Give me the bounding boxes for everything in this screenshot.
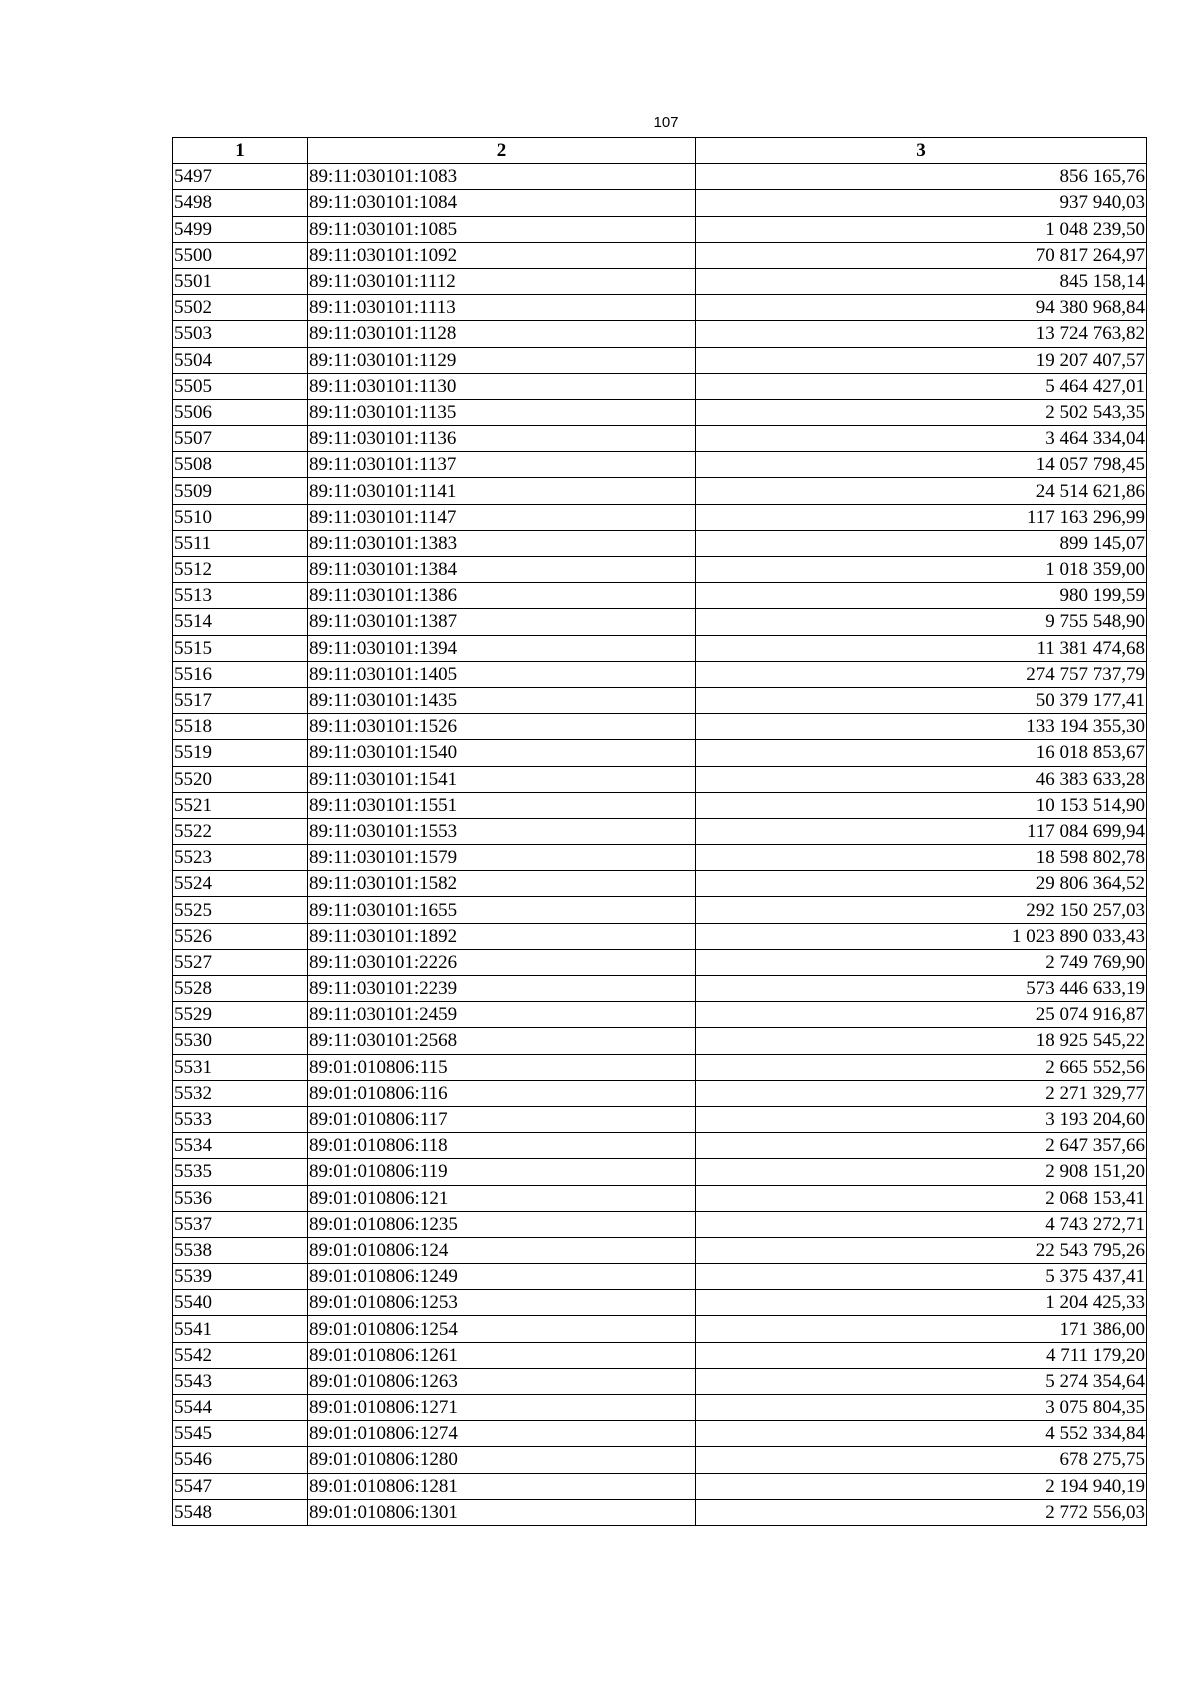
table-row (173, 792, 1147, 818)
cadastral-value-cell: 573 446 633,19 (696, 976, 1147, 1002)
table-row (173, 1499, 1147, 1525)
table-row (173, 452, 1147, 478)
cadastral-number-cell: 89:11:030101:1085 (308, 216, 696, 242)
table-row (173, 1237, 1147, 1263)
row-number-cell: 5545 (173, 1421, 308, 1447)
cadastral-value-cell: 171 386,00 (696, 1316, 1147, 1342)
cadastral-value-cell: 22 543 795,26 (696, 1237, 1147, 1263)
cadastral-number-cell: 89:11:030101:2226 (308, 949, 696, 975)
cadastral-value-cell: 70 817 264,97 (696, 242, 1147, 268)
table-row (173, 1290, 1147, 1316)
row-number-cell: 5508 (173, 452, 308, 478)
cadastral-value-cell: 274 757 737,79 (696, 661, 1147, 687)
table-row (173, 897, 1147, 923)
row-number-cell: 5531 (173, 1054, 308, 1080)
table-row (173, 740, 1147, 766)
table-header-row (173, 138, 1147, 164)
row-number-cell: 5547 (173, 1473, 308, 1499)
cadastral-number-cell: 89:01:010806:1235 (308, 1211, 696, 1237)
table-row (173, 373, 1147, 399)
table-row (173, 268, 1147, 294)
row-number-cell: 5541 (173, 1316, 308, 1342)
table-row (173, 687, 1147, 713)
cadastral-value-cell: 11 381 474,68 (696, 635, 1147, 661)
table-row (173, 399, 1147, 425)
cadastral-number-cell: 89:11:030101:1135 (308, 399, 696, 425)
table-row (173, 871, 1147, 897)
row-number-cell: 5548 (173, 1499, 308, 1525)
table-row (173, 1211, 1147, 1237)
cadastral-number-cell: 89:11:030101:1655 (308, 897, 696, 923)
row-number-cell: 5517 (173, 687, 308, 713)
row-number-cell: 5537 (173, 1211, 308, 1237)
cadastral-number-cell: 89:11:030101:1384 (308, 557, 696, 583)
row-number-cell: 5522 (173, 818, 308, 844)
table-row (173, 1002, 1147, 1028)
cadastral-value-cell: 4 552 334,84 (696, 1421, 1147, 1447)
row-number-cell: 5519 (173, 740, 308, 766)
cadastral-value-cell: 3 075 804,35 (696, 1395, 1147, 1421)
cadastral-number-cell: 89:11:030101:1526 (308, 714, 696, 740)
cadastral-value-cell: 10 153 514,90 (696, 792, 1147, 818)
cadastral-number-cell: 89:01:010806:1301 (308, 1499, 696, 1525)
row-number-cell: 5515 (173, 635, 308, 661)
cadastral-number-cell: 89:01:010806:118 (308, 1133, 696, 1159)
row-number-cell: 5524 (173, 871, 308, 897)
cadastral-number-cell: 89:11:030101:1541 (308, 766, 696, 792)
table-row (173, 216, 1147, 242)
row-number-cell: 5535 (173, 1159, 308, 1185)
cadastral-value-cell: 2 502 543,35 (696, 399, 1147, 425)
row-number-cell: 5500 (173, 242, 308, 268)
cadastral-value-cell: 19 207 407,57 (696, 347, 1147, 373)
cadastral-value-cell: 5 375 437,41 (696, 1264, 1147, 1290)
cadastral-number-cell: 89:01:010806:1281 (308, 1473, 696, 1499)
row-number-cell: 5512 (173, 557, 308, 583)
row-number-cell: 5506 (173, 399, 308, 425)
row-number-cell: 5503 (173, 321, 308, 347)
table-row (173, 845, 1147, 871)
page-number: 107 (653, 114, 679, 131)
cadastral-number-cell: 89:11:030101:1083 (308, 164, 696, 190)
table-row (173, 1106, 1147, 1132)
table-row (173, 557, 1147, 583)
cadastral-value-cell: 18 598 802,78 (696, 845, 1147, 871)
cadastral-value-cell: 2 749 769,90 (696, 949, 1147, 975)
row-number-cell: 5529 (173, 1002, 308, 1028)
table-row (173, 164, 1147, 190)
table-row (173, 242, 1147, 268)
row-number-cell: 5542 (173, 1342, 308, 1368)
cadastral-number-cell: 89:11:030101:1129 (308, 347, 696, 373)
cadastral-number-cell: 89:01:010806:117 (308, 1106, 696, 1132)
row-number-cell: 5505 (173, 373, 308, 399)
row-number-cell: 5499 (173, 216, 308, 242)
table-row (173, 714, 1147, 740)
cadastral-number-cell: 89:01:010806:121 (308, 1185, 696, 1211)
cadastral-value-cell: 50 379 177,41 (696, 687, 1147, 713)
cadastral-number-cell: 89:01:010806:1271 (308, 1395, 696, 1421)
cadastral-number-cell: 89:11:030101:2239 (308, 976, 696, 1002)
row-number-cell: 5502 (173, 295, 308, 321)
cadastral-number-cell: 89:11:030101:1112 (308, 268, 696, 294)
cadastral-value-cell: 14 057 798,45 (696, 452, 1147, 478)
row-number-cell: 5520 (173, 766, 308, 792)
cadastral-value-cell: 292 150 257,03 (696, 897, 1147, 923)
table-row (173, 923, 1147, 949)
cadastral-value-cell: 16 018 853,67 (696, 740, 1147, 766)
cadastral-value-cell: 4 711 179,20 (696, 1342, 1147, 1368)
cadastral-value-cell: 856 165,76 (696, 164, 1147, 190)
cadastral-number-cell: 89:01:010806:1280 (308, 1447, 696, 1473)
cadastral-value-cell: 678 275,75 (696, 1447, 1147, 1473)
row-number-cell: 5497 (173, 164, 308, 190)
row-number-cell: 5526 (173, 923, 308, 949)
cadastral-number-cell: 89:01:010806:1254 (308, 1316, 696, 1342)
cadastral-number-cell: 89:11:030101:1582 (308, 871, 696, 897)
cadastral-value-cell: 9 755 548,90 (696, 609, 1147, 635)
table-row (173, 530, 1147, 556)
cadastral-value-cell: 1 023 890 033,43 (696, 923, 1147, 949)
table-row (173, 426, 1147, 452)
cadastral-value-cell: 2 665 552,56 (696, 1054, 1147, 1080)
cadastral-value-cell: 4 743 272,71 (696, 1211, 1147, 1237)
cadastral-number-cell: 89:11:030101:1553 (308, 818, 696, 844)
row-number-cell: 5530 (173, 1028, 308, 1054)
cadastral-value-cell: 133 194 355,30 (696, 714, 1147, 740)
cadastral-value-cell: 5 274 354,64 (696, 1368, 1147, 1394)
cadastral-number-cell: 89:11:030101:1405 (308, 661, 696, 687)
table-row (173, 1421, 1147, 1447)
table-row (173, 1368, 1147, 1394)
cadastral-value-cell: 2 271 329,77 (696, 1080, 1147, 1106)
cadastral-value-cell: 25 074 916,87 (696, 1002, 1147, 1028)
cadastral-number-cell: 89:11:030101:1147 (308, 504, 696, 530)
table-row (173, 1080, 1147, 1106)
cadastral-number-cell: 89:11:030101:1579 (308, 845, 696, 871)
cadastral-number-cell: 89:11:030101:1128 (308, 321, 696, 347)
cadastral-value-cell: 2 772 556,03 (696, 1499, 1147, 1525)
cadastral-number-cell: 89:01:010806:116 (308, 1080, 696, 1106)
cadastral-number-cell: 89:01:010806:1263 (308, 1368, 696, 1394)
row-number-cell: 5536 (173, 1185, 308, 1211)
table-row (173, 583, 1147, 609)
cadastral-number-cell: 89:01:010806:119 (308, 1159, 696, 1185)
table-row (173, 1054, 1147, 1080)
table-row (173, 609, 1147, 635)
table-row (173, 1133, 1147, 1159)
table-row (173, 190, 1147, 216)
cadastral-value-table (172, 137, 1147, 1526)
table-row (173, 976, 1147, 1002)
cadastral-value-cell: 899 145,07 (696, 530, 1147, 556)
row-number-cell: 5544 (173, 1395, 308, 1421)
table-row (173, 766, 1147, 792)
cadastral-number-cell: 89:01:010806:124 (308, 1237, 696, 1263)
row-number-cell: 5527 (173, 949, 308, 975)
row-number-cell: 5511 (173, 530, 308, 556)
row-number-cell: 5525 (173, 897, 308, 923)
table-row (173, 478, 1147, 504)
cadastral-number-cell: 89:11:030101:1394 (308, 635, 696, 661)
cadastral-number-cell: 89:11:030101:1892 (308, 923, 696, 949)
cadastral-number-cell: 89:11:030101:1137 (308, 452, 696, 478)
cadastral-number-cell: 89:11:030101:2459 (308, 1002, 696, 1028)
row-number-cell: 5539 (173, 1264, 308, 1290)
cadastral-value-cell: 980 199,59 (696, 583, 1147, 609)
cadastral-value-cell: 2 647 357,66 (696, 1133, 1147, 1159)
table-row (173, 1264, 1147, 1290)
cadastral-number-cell: 89:11:030101:1435 (308, 687, 696, 713)
column-header-cadastral-number: 2 (308, 138, 696, 164)
cadastral-value-cell: 3 464 334,04 (696, 426, 1147, 452)
cadastral-number-cell: 89:11:030101:1084 (308, 190, 696, 216)
cadastral-number-cell: 89:11:030101:1551 (308, 792, 696, 818)
cadastral-value-cell: 29 806 364,52 (696, 871, 1147, 897)
cadastral-value-cell: 2 908 151,20 (696, 1159, 1147, 1185)
cadastral-number-cell: 89:11:030101:1383 (308, 530, 696, 556)
row-number-cell: 5533 (173, 1106, 308, 1132)
table-row (173, 1028, 1147, 1054)
cadastral-number-cell: 89:11:030101:1092 (308, 242, 696, 268)
cadastral-number-cell: 89:01:010806:1261 (308, 1342, 696, 1368)
table-row (173, 949, 1147, 975)
table-row (173, 818, 1147, 844)
row-number-cell: 5513 (173, 583, 308, 609)
table-row (173, 504, 1147, 530)
cadastral-value-cell: 117 084 699,94 (696, 818, 1147, 844)
cadastral-number-cell: 89:11:030101:1136 (308, 426, 696, 452)
table-row (173, 635, 1147, 661)
cadastral-number-cell: 89:01:010806:1253 (308, 1290, 696, 1316)
row-number-cell: 5543 (173, 1368, 308, 1394)
table-row (173, 347, 1147, 373)
row-number-cell: 5528 (173, 976, 308, 1002)
column-header-value: 3 (696, 138, 1147, 164)
cadastral-number-cell: 89:01:010806:115 (308, 1054, 696, 1080)
cadastral-value-cell: 1 204 425,33 (696, 1290, 1147, 1316)
table-row (173, 1395, 1147, 1421)
row-number-cell: 5516 (173, 661, 308, 687)
cadastral-number-cell: 89:11:030101:1141 (308, 478, 696, 504)
cadastral-value-cell: 2 194 940,19 (696, 1473, 1147, 1499)
table-row (173, 1159, 1147, 1185)
cadastral-number-cell: 89:01:010806:1274 (308, 1421, 696, 1447)
cadastral-value-cell: 1 048 239,50 (696, 216, 1147, 242)
row-number-cell: 5532 (173, 1080, 308, 1106)
table-row (173, 1447, 1147, 1473)
table-row (173, 1473, 1147, 1499)
row-number-cell: 5509 (173, 478, 308, 504)
table-row (173, 661, 1147, 687)
cadastral-value-cell: 13 724 763,82 (696, 321, 1147, 347)
table-row (173, 1185, 1147, 1211)
cadastral-value-cell: 2 068 153,41 (696, 1185, 1147, 1211)
cadastral-value-cell: 94 380 968,84 (696, 295, 1147, 321)
cadastral-number-cell: 89:11:030101:1130 (308, 373, 696, 399)
cadastral-value-cell: 46 383 633,28 (696, 766, 1147, 792)
cadastral-number-cell: 89:11:030101:1387 (308, 609, 696, 635)
row-number-cell: 5521 (173, 792, 308, 818)
cadastral-number-cell: 89:11:030101:2568 (308, 1028, 696, 1054)
cadastral-value-cell: 937 940,03 (696, 190, 1147, 216)
cadastral-value-cell: 845 158,14 (696, 268, 1147, 294)
row-number-cell: 5518 (173, 714, 308, 740)
column-header-number: 1 (173, 138, 308, 164)
row-number-cell: 5504 (173, 347, 308, 373)
row-number-cell: 5523 (173, 845, 308, 871)
row-number-cell: 5498 (173, 190, 308, 216)
row-number-cell: 5534 (173, 1133, 308, 1159)
cadastral-value-cell: 3 193 204,60 (696, 1106, 1147, 1132)
row-number-cell: 5546 (173, 1447, 308, 1473)
cadastral-number-cell: 89:11:030101:1113 (308, 295, 696, 321)
row-number-cell: 5507 (173, 426, 308, 452)
row-number-cell: 5538 (173, 1237, 308, 1263)
row-number-cell: 5514 (173, 609, 308, 635)
cadastral-value-cell: 24 514 621,86 (696, 478, 1147, 504)
row-number-cell: 5501 (173, 268, 308, 294)
cadastral-number-cell: 89:11:030101:1540 (308, 740, 696, 766)
row-number-cell: 5510 (173, 504, 308, 530)
row-number-cell: 5540 (173, 1290, 308, 1316)
table-row (173, 321, 1147, 347)
cadastral-number-cell: 89:01:010806:1249 (308, 1264, 696, 1290)
cadastral-value-cell: 117 163 296,99 (696, 504, 1147, 530)
table-row (173, 1316, 1147, 1342)
cadastral-number-cell: 89:11:030101:1386 (308, 583, 696, 609)
cadastral-value-cell: 18 925 545,22 (696, 1028, 1147, 1054)
cadastral-value-cell: 1 018 359,00 (696, 557, 1147, 583)
table-row (173, 295, 1147, 321)
table-row (173, 1342, 1147, 1368)
cadastral-value-cell: 5 464 427,01 (696, 373, 1147, 399)
